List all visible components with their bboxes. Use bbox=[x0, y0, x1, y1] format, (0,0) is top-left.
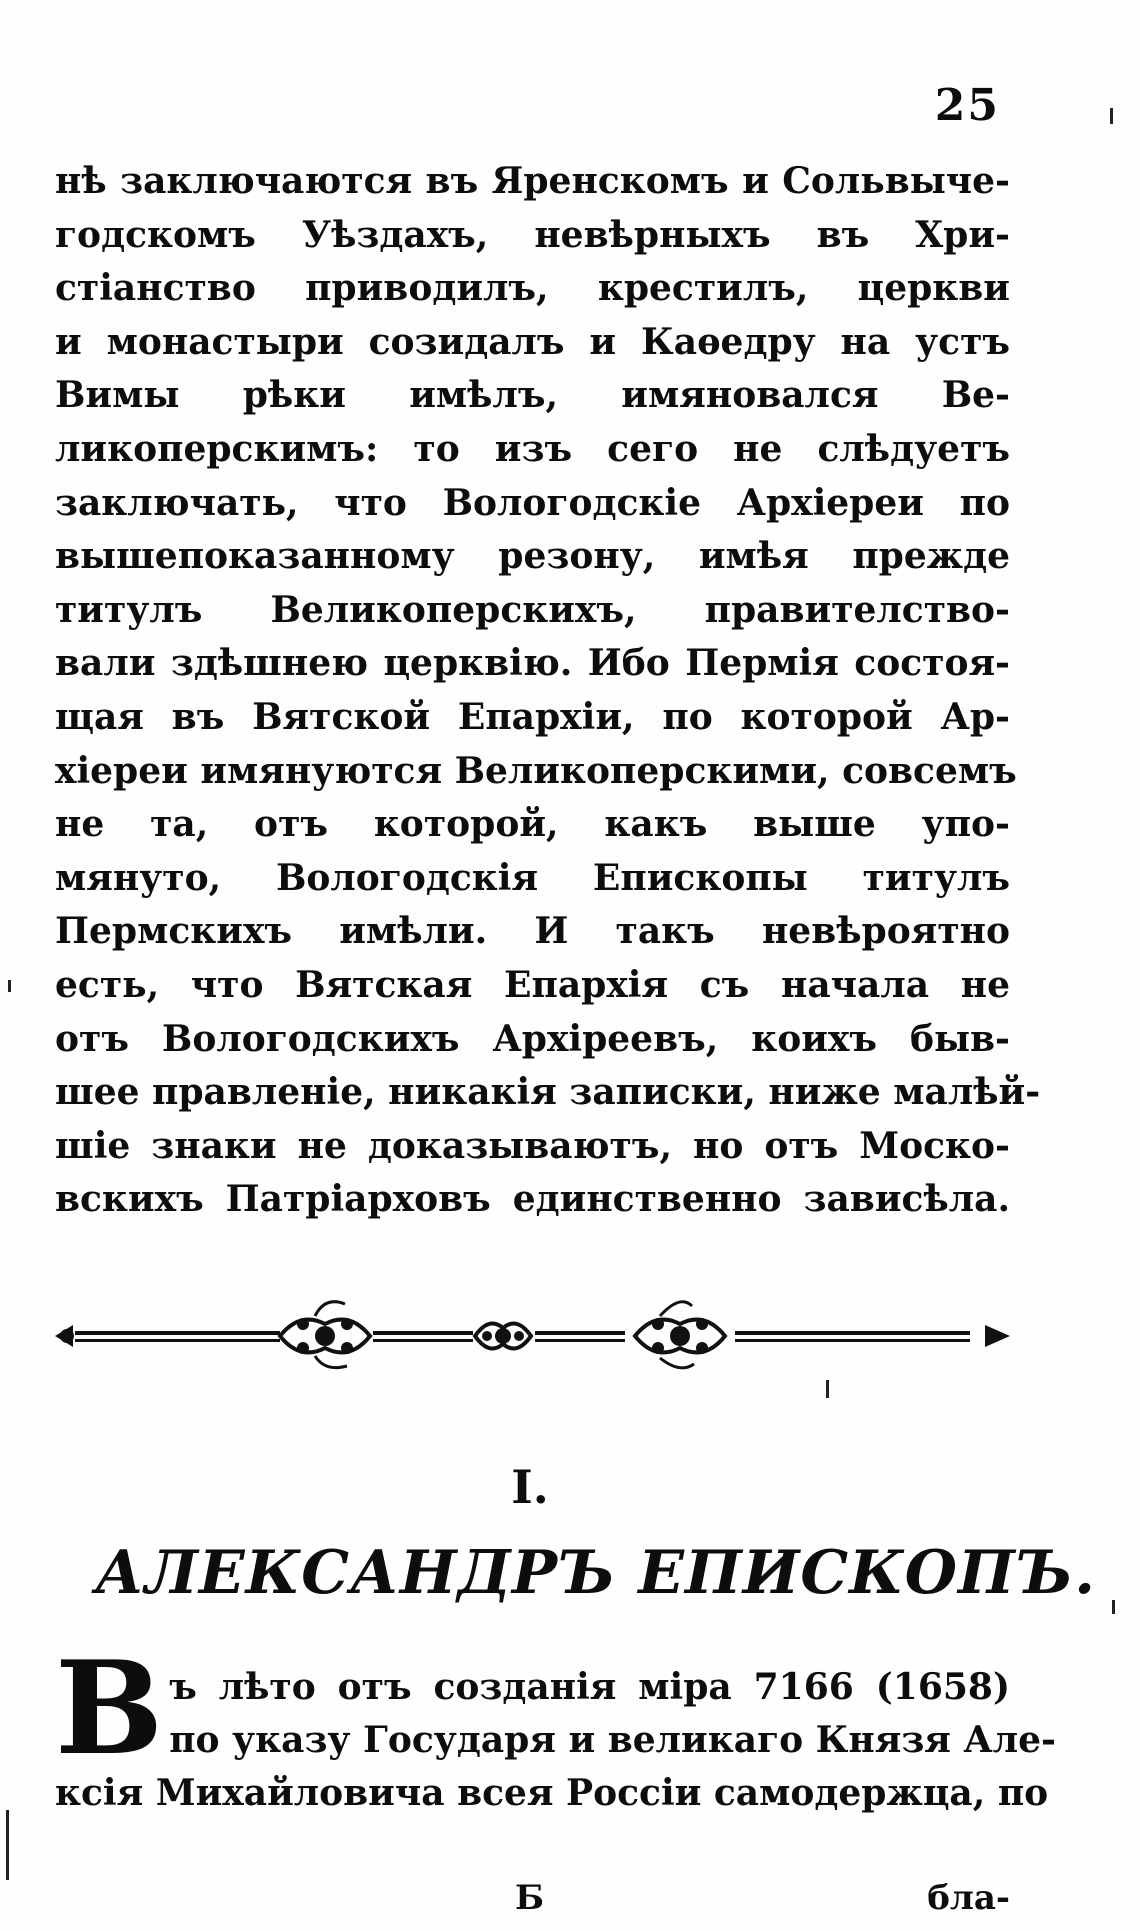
catchword: бла- bbox=[927, 1878, 1010, 1918]
section-title: АЛЕКСАНДРЪ ЕПИСКОПЪ. bbox=[95, 1538, 1096, 1608]
signature-mark: Б bbox=[515, 1878, 545, 1918]
text-line: шiе знаки не доказываютъ, но отъ Моско- bbox=[55, 1124, 1010, 1167]
text-line: вскихъ Патрiарховъ единственно зависѣла. bbox=[55, 1178, 1010, 1221]
scan-speck bbox=[6, 1810, 9, 1880]
text-line: Вимы рѣки имѣлъ, имяновался Ве- bbox=[55, 374, 1010, 417]
text-line: отъ Вологодскихъ Архiреевъ, коихъ быв- bbox=[55, 1017, 1010, 1060]
drop-cap: В bbox=[55, 1634, 164, 1784]
chapter-line: по указу Государя и великаго Князя Але- bbox=[169, 1719, 1056, 1761]
chapter-line: ксiя Михайловича всея Россiи самодержца, по bbox=[55, 1772, 1049, 1814]
page-number: 25 bbox=[934, 80, 1000, 131]
text-line: годскомъ Уѣздахъ, невѣрныхъ въ Хри- bbox=[55, 213, 1010, 256]
decorative-rule-ornament bbox=[55, 1295, 1010, 1375]
text-line: титулъ Великоперскихъ, правителство- bbox=[55, 588, 1010, 631]
text-line: хiереи имянуются Великоперскими, совсемъ bbox=[55, 749, 1017, 792]
text-line: есть, что Вятская Епархiя съ начала не bbox=[55, 963, 1010, 1006]
text-line: Пермскихъ имѣли. И такъ невѣроятно bbox=[55, 910, 1010, 953]
section-number: I. bbox=[511, 1460, 549, 1514]
text-line: нѣ заключаются въ Яренскомъ и Сольвыче- bbox=[55, 160, 1010, 202]
scan-speck bbox=[1112, 1600, 1115, 1614]
text-line: вышепоказанному резону, имѣя прежде bbox=[55, 535, 1010, 578]
text-line: и монастыри созидалъ и Каѳедру на устъ bbox=[55, 320, 1010, 363]
text-line: вали здѣшнею церквiю. Ибо Пермiя состоя- bbox=[55, 642, 1010, 685]
text-line: ликоперскимъ: то изъ сего не слѣдуетъ bbox=[55, 427, 1010, 470]
text-line: шее правленiе, никакiя записки, ниже малѣй- bbox=[55, 1071, 1041, 1114]
chapter-line: ъ лѣто отъ созданiя мiра 7166 (1658) bbox=[169, 1666, 1010, 1708]
text-line: щая въ Вятской Епархiи, по которой Ар- bbox=[55, 695, 1010, 738]
text-line: стiанство приводилъ, крестилъ, церкви bbox=[55, 267, 1010, 310]
scan-speck bbox=[8, 980, 11, 992]
text-line: не та, отъ которой, какъ выше упо- bbox=[55, 803, 1010, 846]
text-line: заключать, что Вологодскiе Архiереи по bbox=[55, 481, 1010, 524]
chapter-body bbox=[55, 1634, 1056, 1820]
text-line: мянуто, Вологодскiя Епископы титулъ bbox=[55, 856, 1010, 899]
body-text bbox=[55, 155, 1041, 1227]
scan-speck bbox=[1110, 108, 1113, 124]
scan-speck bbox=[826, 1380, 829, 1398]
